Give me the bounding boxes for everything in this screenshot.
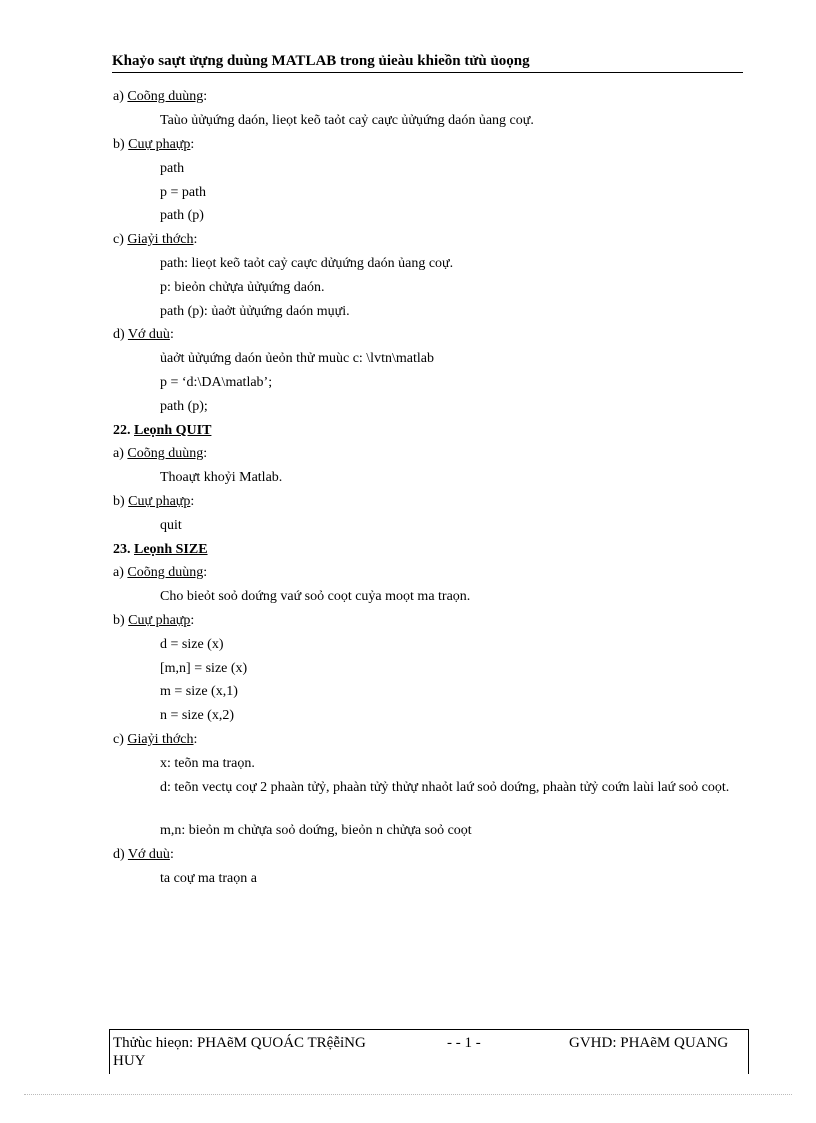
header-rule (112, 72, 743, 73)
section-label (113, 231, 197, 248)
body-line: path (p): ủaởt ủửụứng daón mụựi. (160, 304, 350, 319)
code-line: d = size (x) (160, 637, 224, 652)
label-text: Cuự phaựp (128, 613, 191, 628)
body-line: ta coự ma traọn a (160, 871, 257, 886)
section-label (113, 136, 194, 153)
label-suffix: : (203, 565, 208, 580)
code-line: m = size (x,1) (160, 684, 238, 699)
heading-number: 23. (113, 542, 134, 557)
section-label (113, 564, 207, 581)
label-prefix: a) (113, 446, 128, 461)
code-line: path (p); (160, 399, 208, 414)
label-text: Coõng duùng (127, 89, 204, 104)
body-line: path: lieọt keõ taỏt caỷ caực dửụứng daón ủang coự. (160, 256, 454, 271)
code-line: path (160, 161, 185, 176)
label-prefix: a) (113, 565, 128, 580)
label-prefix: c) (113, 232, 128, 247)
body-line: x: teõn ma traọn. (160, 756, 255, 771)
label-text: Giaỷi thớch (127, 732, 194, 747)
label-text: Vớ duù (127, 327, 170, 342)
heading-text: Leọnh SIZE (134, 542, 208, 557)
code-line: [m,n] = size (x) (160, 661, 248, 676)
label-suffix: : (169, 327, 174, 342)
label-text: Giaỷi thớch (127, 232, 194, 247)
body-line: Taùo ủửụứng daón, lieọt keõ taỏt caỷ caực ủửụứng daón ủang coự. (160, 113, 534, 128)
label-suffix: : (203, 89, 208, 104)
page-bottom-border (24, 1094, 792, 1095)
body-line: m,n: bieỏn m chửựa soỏ doứng, bieỏn n chửựa soỏ coọt (160, 823, 472, 838)
label-prefix: c) (113, 732, 128, 747)
section-label (113, 326, 174, 343)
code-line: quit (160, 518, 182, 533)
label-text: Cuự phaựp (128, 494, 191, 509)
label-suffix: : (169, 847, 174, 862)
label-text: Cuự phaựp (128, 137, 191, 152)
page-number: - - 1 - (447, 1035, 481, 1051)
section-heading (113, 541, 208, 558)
heading-number: 22. (113, 423, 134, 438)
label-prefix: d) (113, 847, 128, 862)
label-suffix: : (193, 732, 198, 747)
footer-advisor: GVHD: PHAẽM QUANG (569, 1035, 729, 1051)
body-line: Thoaựt khoỷi Matlab. (160, 470, 283, 485)
code-line: n = size (x,2) (160, 708, 234, 723)
label-suffix: : (203, 446, 208, 461)
label-suffix: : (190, 137, 195, 152)
label-suffix: : (193, 232, 198, 247)
section-label (113, 612, 194, 629)
section-label (113, 493, 194, 510)
label-prefix: a) (113, 89, 128, 104)
section-label (113, 445, 207, 462)
body-line: p: bieỏn chửựa ủửụứng daón. (160, 280, 325, 295)
code-line: path (p) (160, 208, 204, 223)
page-footer (109, 1029, 749, 1074)
body-line: Cho bieỏt soỏ doứng vaứ soỏ coọt cuỷa moọt ma traọn. (160, 589, 471, 604)
page-header-title: Khaỷo saựt ửựng duùng MATLAB trong ủieàu khieồn tửù ủoọng (112, 53, 530, 69)
label-prefix: d) (113, 327, 128, 342)
label-prefix: b) (113, 494, 129, 509)
body-paragraph: d: teõn vectụ coự 2 phaàn tửỷ, phaàn tửỷ thửự nhaỏt laứ soỏ doứng, phaàn tửỷ coứn laùi laứ soỏ coọt. (160, 780, 730, 795)
label-text: Coõng duùng (127, 446, 204, 461)
label-suffix: : (190, 494, 195, 509)
section-label (113, 846, 174, 863)
section-label (113, 731, 197, 748)
label-suffix: : (190, 613, 195, 628)
code-line: p = path (160, 185, 206, 200)
body-line: ủaởt ủửụứng daón ủeỏn thử muùc c: \lvtn\matlab (160, 351, 434, 366)
label-text: Coõng duùng (127, 565, 204, 580)
code-line: p = ‘d:\DA\matlab’; (160, 375, 273, 390)
label-prefix: b) (113, 137, 129, 152)
section-label (113, 88, 207, 105)
footer-author-continued: HUY (113, 1053, 146, 1069)
footer-author: Thửùc hieọn: PHAẽM QUOÁC TRệễỉNG (113, 1035, 366, 1051)
section-heading (113, 422, 211, 439)
heading-text: Leọnh QUIT (134, 423, 212, 438)
label-text: Vớ duù (127, 847, 170, 862)
label-prefix: b) (113, 613, 129, 628)
